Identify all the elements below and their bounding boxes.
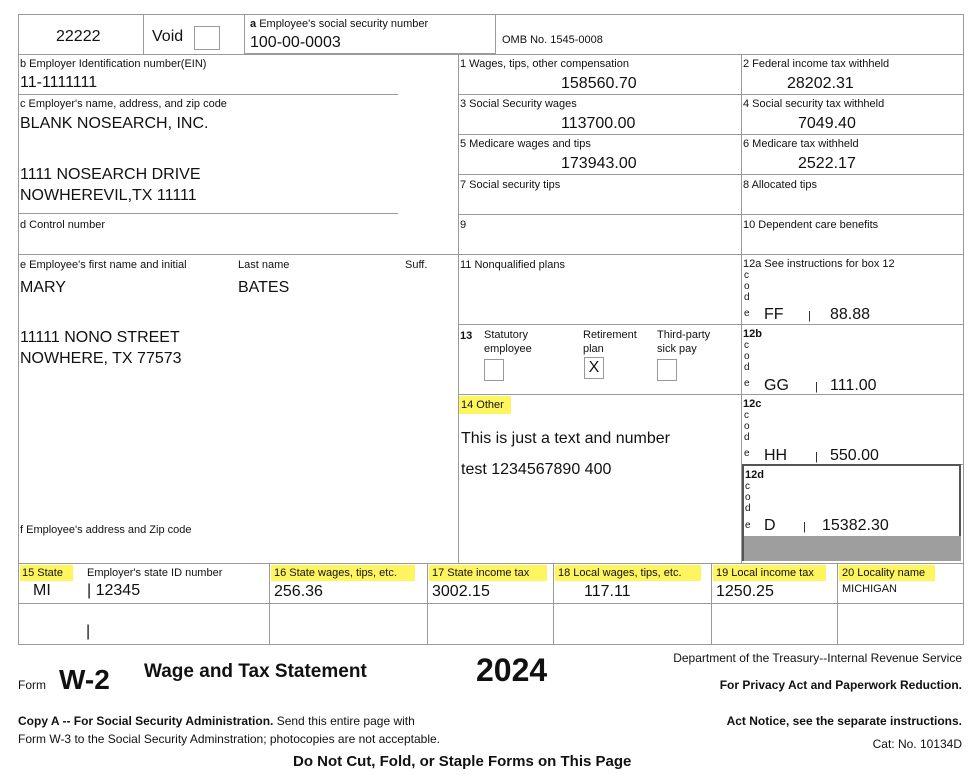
employer-name-label: c Employer's name, address, and zip code <box>20 98 227 110</box>
treasury-dept: Department of the Treasury--Internal Revenue Service <box>673 651 962 665</box>
code-letter-d: d <box>744 292 750 303</box>
box1-value[interactable]: 158560.70 <box>561 75 637 92</box>
code-letter-d: d <box>744 432 750 443</box>
box19-label: 19 Local income tax <box>716 567 814 579</box>
box20-label: 20 Locality name <box>842 567 926 579</box>
copy-a-line-2: Form W-3 to the Social Security Adminstration; photocopies are not acceptable. <box>18 732 440 746</box>
box6-label: 6 Medicare tax withheld <box>743 138 859 150</box>
employer-name[interactable]: BLANK NOSEARCH, INC. <box>20 115 209 132</box>
code-letter-o: o <box>744 421 750 432</box>
code-letter-c: c <box>744 410 749 421</box>
form-name: W-2 <box>59 664 110 695</box>
state-id-label: Employer's state ID number <box>87 567 223 579</box>
row2-separator: | <box>86 623 91 640</box>
box10-label: 10 Dependent care benefits <box>743 219 879 231</box>
box20-value[interactable]: MICHIGAN <box>842 583 897 595</box>
box16-value[interactable]: 256.36 <box>274 583 323 600</box>
code-letter-c: c <box>744 270 749 281</box>
code-letter-e: e <box>744 378 750 389</box>
employee-last-label: Last name <box>238 259 290 271</box>
box12c-separator: | <box>815 451 818 463</box>
tax-year: 2024 <box>476 652 548 688</box>
form-title: Wage and Tax Statement <box>144 661 367 682</box>
catalog-number: Cat: No. 10134D <box>872 737 962 751</box>
employee-address-label: f Employee's address and Zip code <box>20 524 192 536</box>
box14-label: 14 Other <box>461 399 504 411</box>
box12b-code[interactable]: GG <box>764 377 789 394</box>
state-value[interactable]: MI <box>33 582 51 599</box>
box12a-label: 12a See instructions for box 12 <box>743 258 895 270</box>
ssn-value[interactable]: 100-00-0003 <box>250 34 341 51</box>
box3-label: 3 Social Security wages <box>460 98 577 110</box>
box12a-separator: | <box>808 310 811 322</box>
box13-statutory-label-2: employee <box>484 343 532 355</box>
box9-label: 9 <box>460 219 467 231</box>
void-checkbox[interactable] <box>194 26 220 50</box>
box12d-separator: | <box>803 521 806 533</box>
code-letter-o: o <box>745 492 751 503</box>
box18-label: 18 Local wages, tips, etc. <box>558 567 682 579</box>
retirement-plan-checkbox[interactable]: X <box>584 357 604 379</box>
box12a-code[interactable]: FF <box>764 306 784 323</box>
code-letter-e: e <box>744 308 750 319</box>
box14-line-2[interactable]: test 1234567890 400 <box>461 461 612 478</box>
box12d-label: 12d <box>745 469 764 481</box>
privacy-notice-2: Act Notice, see the separate instructions. <box>726 714 962 728</box>
box6-value[interactable]: 2522.17 <box>798 155 856 172</box>
box12d-shade <box>744 536 961 561</box>
state-id-value[interactable]: | 12345 <box>87 582 141 599</box>
box12b-label: 12b <box>743 328 762 340</box>
code-letter-c: c <box>744 340 749 351</box>
employee-address-1[interactable]: 11111 NONO STREET <box>20 329 180 346</box>
copy-a-rest: Send this entire page with <box>273 714 415 728</box>
box17-value[interactable]: 3002.15 <box>432 583 490 600</box>
code-letter-e: e <box>744 448 750 459</box>
code-letter-d: d <box>745 503 751 514</box>
employee-suff-label: Suff. <box>405 259 428 271</box>
box5-value[interactable]: 173943.00 <box>561 155 637 172</box>
ssn-label <box>250 18 428 31</box>
box16-label: 16 State wages, tips, etc. <box>274 567 397 579</box>
box11-label: 11 Nonqualified plans <box>460 259 565 271</box>
privacy-notice-1: For Privacy Act and Paperwork Reduction. <box>719 678 962 692</box>
box13-retirement-label: Retirement <box>583 329 637 341</box>
box5-label: 5 Medicare wages and tips <box>460 138 591 150</box>
box18-value[interactable]: 117.11 <box>584 583 631 600</box>
box13-number: 13 <box>460 330 473 342</box>
box15-label: 15 State <box>22 567 63 579</box>
employee-address-2[interactable]: NOWHERE, TX 77573 <box>20 350 182 367</box>
form-word: Form <box>18 678 46 692</box>
ein-value[interactable]: 11-1111111 <box>20 74 98 91</box>
omb-number: OMB No. 1545-0008 <box>502 34 603 46</box>
do-not-cut-warning: Do Not Cut, Fold, or Staple Forms on This Page <box>293 753 632 770</box>
void-label: Void <box>152 28 184 45</box>
employee-first-name[interactable]: MARY <box>20 279 66 296</box>
employee-first-label: e Employee's first name and initial <box>20 259 187 271</box>
ein-label: b Employer Identification number(EIN) <box>20 58 207 70</box>
control-code: 22222 <box>56 28 101 45</box>
ssn-label-letter: a <box>250 18 257 30</box>
statutory-employee-checkbox[interactable] <box>484 359 504 381</box>
box12b-separator: | <box>815 381 818 393</box>
box19-value[interactable]: 1250.25 <box>716 583 774 600</box>
box1-label: 1 Wages, tips, other compensation <box>460 58 629 70</box>
box12c-code[interactable]: HH <box>764 447 788 464</box>
box13-statutory-label: Statutory <box>484 329 529 341</box>
copy-a-bold: Copy A -- For Social Security Administration. <box>18 714 274 728</box>
box7-label: 7 Social security tips <box>460 179 561 191</box>
code-letter-o: o <box>744 281 750 292</box>
box2-value[interactable]: 28202.31 <box>787 75 854 92</box>
box13-retirement-label-2: plan <box>583 343 604 355</box>
box13-thirdparty-label-2: sick pay <box>657 343 697 355</box>
code-letter-c: c <box>745 481 750 492</box>
box17-label: 17 State income tax <box>432 567 530 579</box>
code-letter-d: d <box>744 362 750 373</box>
box12a-amount[interactable]: 88.88 <box>830 306 871 323</box>
copy-a-line-1 <box>18 714 415 728</box>
box12d-amount[interactable]: 15382.30 <box>822 517 889 534</box>
box12d-code[interactable]: D <box>764 517 776 534</box>
box12b-amount[interactable]: 111.00 <box>830 377 877 394</box>
third-party-sick-pay-checkbox[interactable] <box>657 359 677 381</box>
employee-last-name[interactable]: BATES <box>238 279 290 296</box>
box2-label: 2 Federal income tax withheld <box>743 58 890 70</box>
box8-label: 8 Allocated tips <box>743 179 817 191</box>
employer-address-1[interactable]: 1111 NOSEARCH DRIVE <box>20 166 201 183</box>
box13-thirdparty-label: Third-party <box>657 329 711 341</box>
employer-address-2[interactable]: NOWHEREVIL,TX 11111 <box>20 187 197 204</box>
box14-line-1[interactable]: This is just a text and number <box>461 430 670 447</box>
box4-label: 4 Social security tax withheld <box>743 98 885 110</box>
control-number-label: d Control number <box>20 219 105 231</box>
box4-value[interactable]: 7049.40 <box>798 115 856 132</box>
ssn-label-text: Employee's social security number <box>259 18 429 30</box>
box12c-label: 12c <box>743 398 762 410</box>
box3-value[interactable]: 113700.00 <box>561 115 636 132</box>
code-letter-e: e <box>745 520 751 531</box>
box12c-amount[interactable]: 550.00 <box>830 447 879 464</box>
code-letter-o: o <box>744 351 750 362</box>
